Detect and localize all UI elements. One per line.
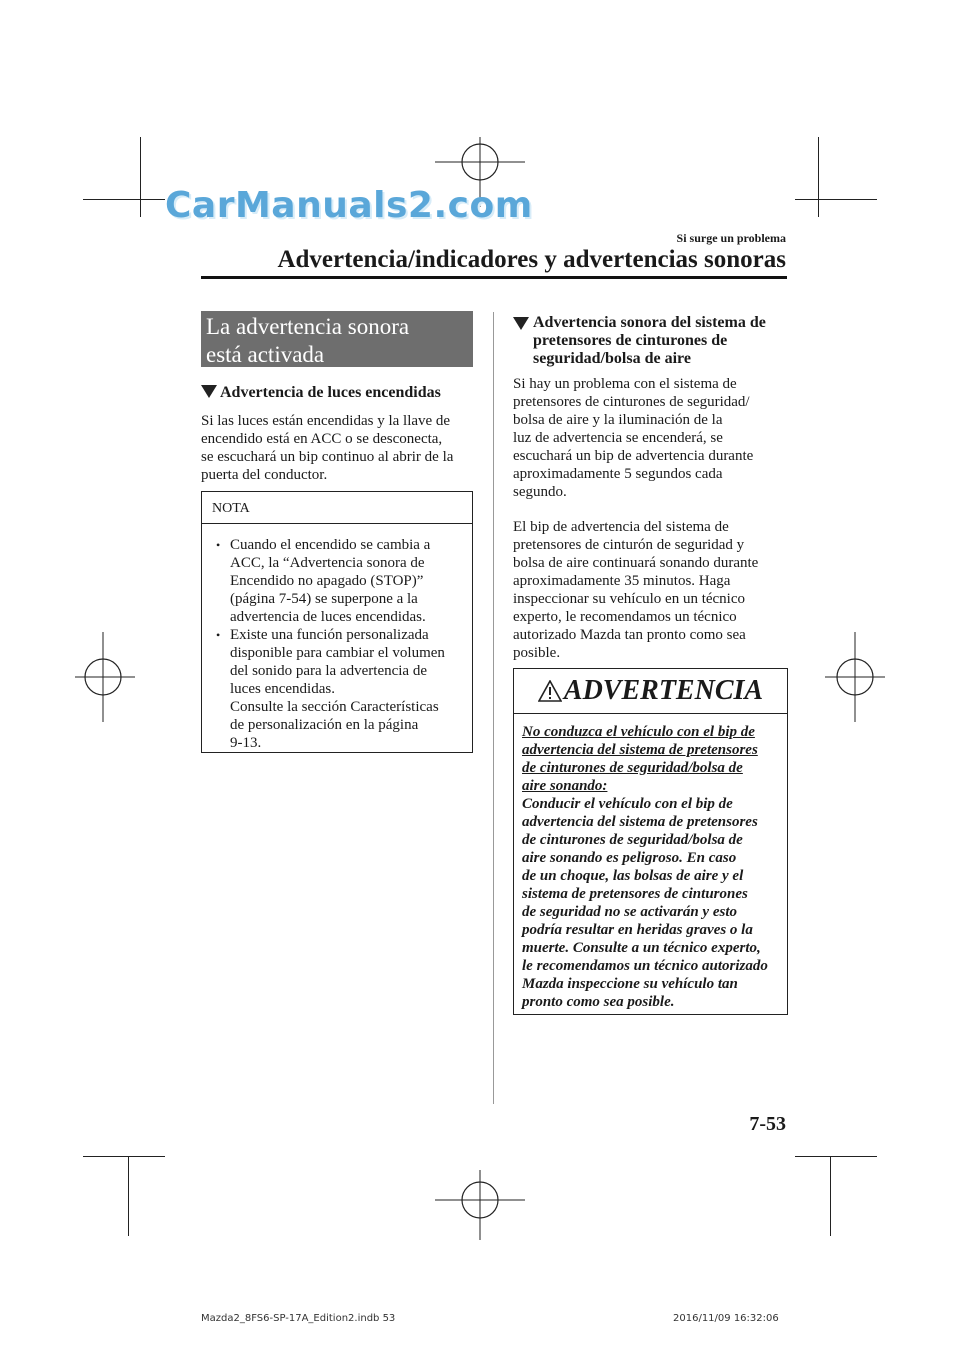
lights-warning-paragraph (201, 412, 477, 484)
text-line: segundo. (513, 484, 567, 500)
text-line: 9-13. (230, 735, 262, 751)
text-line: pronto como sea posible. (522, 994, 675, 1010)
subheading-line: seguridad/bolsa de aire (533, 350, 691, 367)
warning-title: ADVERTENCIA (563, 675, 764, 706)
text-line: El bip de advertencia del sistema de (513, 519, 729, 535)
subheading-airbag-warning (513, 314, 791, 368)
text-line: • Cuando el encendido se cambia a (230, 537, 431, 553)
text-line: Mazda inspeccione su vehículo tan (522, 976, 738, 992)
warning-text (514, 714, 787, 1011)
warning-header (514, 669, 787, 714)
airbag-paragraph-2 (513, 518, 793, 662)
subheading-text: Advertencia de luces encendidas (220, 384, 441, 401)
note-title: NOTA (202, 492, 472, 524)
text-line: advertencia de luces encendidas. (230, 609, 426, 625)
header-rule (201, 276, 787, 279)
text-line: muerte. Consulte a un técnico experto, (522, 940, 761, 956)
text-line: de un choque, las bolsas de aire y el (522, 868, 744, 884)
text-line: disponible para cambiar el volumen (230, 645, 445, 661)
registration-target-icon (435, 1170, 525, 1240)
topic-banner (201, 311, 473, 367)
text-line: de cinturones de seguridad/bolsa de (522, 832, 743, 848)
column-divider (493, 312, 494, 1104)
text-line: puerta del conductor. (201, 467, 328, 483)
warning-triangle-icon (538, 680, 562, 702)
footer-timestamp: 2016/11/09 16:32:06 (673, 1313, 779, 1324)
text-line: pretensores de cinturón de seguridad y (513, 537, 745, 553)
text-line: luces encendidas. (230, 681, 335, 697)
text-line: Conducir el vehículo con el bip de (522, 796, 733, 812)
text-line: pretensores de cinturones de seguridad/ (513, 394, 750, 410)
text-line: • Existe una función personalizada (230, 627, 429, 643)
text-line: se escuchará un bip continuo al abrir de la (201, 449, 454, 465)
page-number: 7-53 (749, 1113, 786, 1135)
subheading-line: pretensores de cinturones de (533, 332, 728, 349)
note-box (201, 491, 473, 753)
note-item (230, 536, 464, 626)
text-line: encendido está en ACC o se desconecta, (201, 431, 443, 447)
text-line: aire sonando es peligroso. En caso (522, 850, 737, 866)
topic-banner-line: está activada (206, 342, 325, 367)
text-line: bolsa de aire continuará sonando durante (513, 555, 759, 571)
chapter-title: Advertencia/indicadores y advertencias sonoras (277, 246, 786, 273)
text-line: Si las luces están encendidas y la llave de (201, 413, 451, 429)
text-line: luz de advertencia se encenderá, se (513, 430, 723, 446)
airbag-paragraph-1 (513, 375, 793, 501)
text-line: inspeccionar su vehículo en un técnico (513, 591, 746, 607)
text-line: (página 7-54) se superpone a la (230, 591, 418, 607)
text-line: sistema de pretensores de cinturones (522, 886, 748, 902)
text-line: aproximadamente 5 segundos cada (513, 466, 723, 482)
warning-lead-line: aire sonando: (522, 778, 608, 794)
text-line: advertencia del sistema de pretensores (522, 814, 758, 830)
warning-lead-line: No conduzca el vehículo con el bip de (522, 724, 755, 740)
text-line: del sonido para la advertencia de (230, 663, 427, 679)
text-line: aproximadamente 35 minutos. Haga (513, 573, 731, 589)
text-line: Consulte la sección Características (230, 699, 439, 715)
subheading-text (533, 314, 791, 368)
warning-lead-line: de cinturones de seguridad/bolsa de (522, 760, 743, 776)
registration-target-icon (825, 632, 885, 722)
text-line: le recomendamos un técnico autorizado (522, 958, 768, 974)
warning-box (513, 668, 788, 1015)
registration-target-icon (75, 632, 135, 722)
text-line: podría resultar en heridas graves o la (522, 922, 753, 938)
text-line: Encendido no apagado (STOP)” (230, 573, 424, 589)
footer-filename: Mazda2_8FS6-SP-17A_Edition2.indb 53 (201, 1313, 396, 1324)
warning-lead-line: advertencia del sistema de pretensores (522, 742, 758, 758)
text-line: de seguridad no se activarán y esto (522, 904, 737, 920)
text-line: ACC, la “Advertencia sonora de (230, 555, 425, 571)
text-line: autorizado Mazda tan pronto como sea (513, 627, 746, 643)
watermark-logo: CarManuals2.com (165, 185, 533, 226)
text-line: Si hay un problema con el sistema de (513, 376, 737, 392)
topic-banner-line: La advertencia sonora (206, 314, 410, 339)
text-line: escuchará un bip de advertencia durante (513, 448, 754, 464)
subheading-lights-warning (201, 384, 473, 402)
note-list (202, 524, 472, 752)
section-label: Si surge un problema (676, 231, 786, 245)
triangle-bullet-icon (513, 317, 529, 330)
note-item (230, 626, 464, 752)
text-line: posible. (513, 645, 561, 661)
subheading-line: Advertencia sonora del sistema de (533, 314, 766, 331)
text-line: de personalización en la página (230, 717, 419, 733)
text-line: experto, le recomendamos un técnico (513, 609, 737, 625)
text-line: bolsa de aire y la iluminación de la (513, 412, 723, 428)
triangle-bullet-icon (201, 385, 217, 398)
